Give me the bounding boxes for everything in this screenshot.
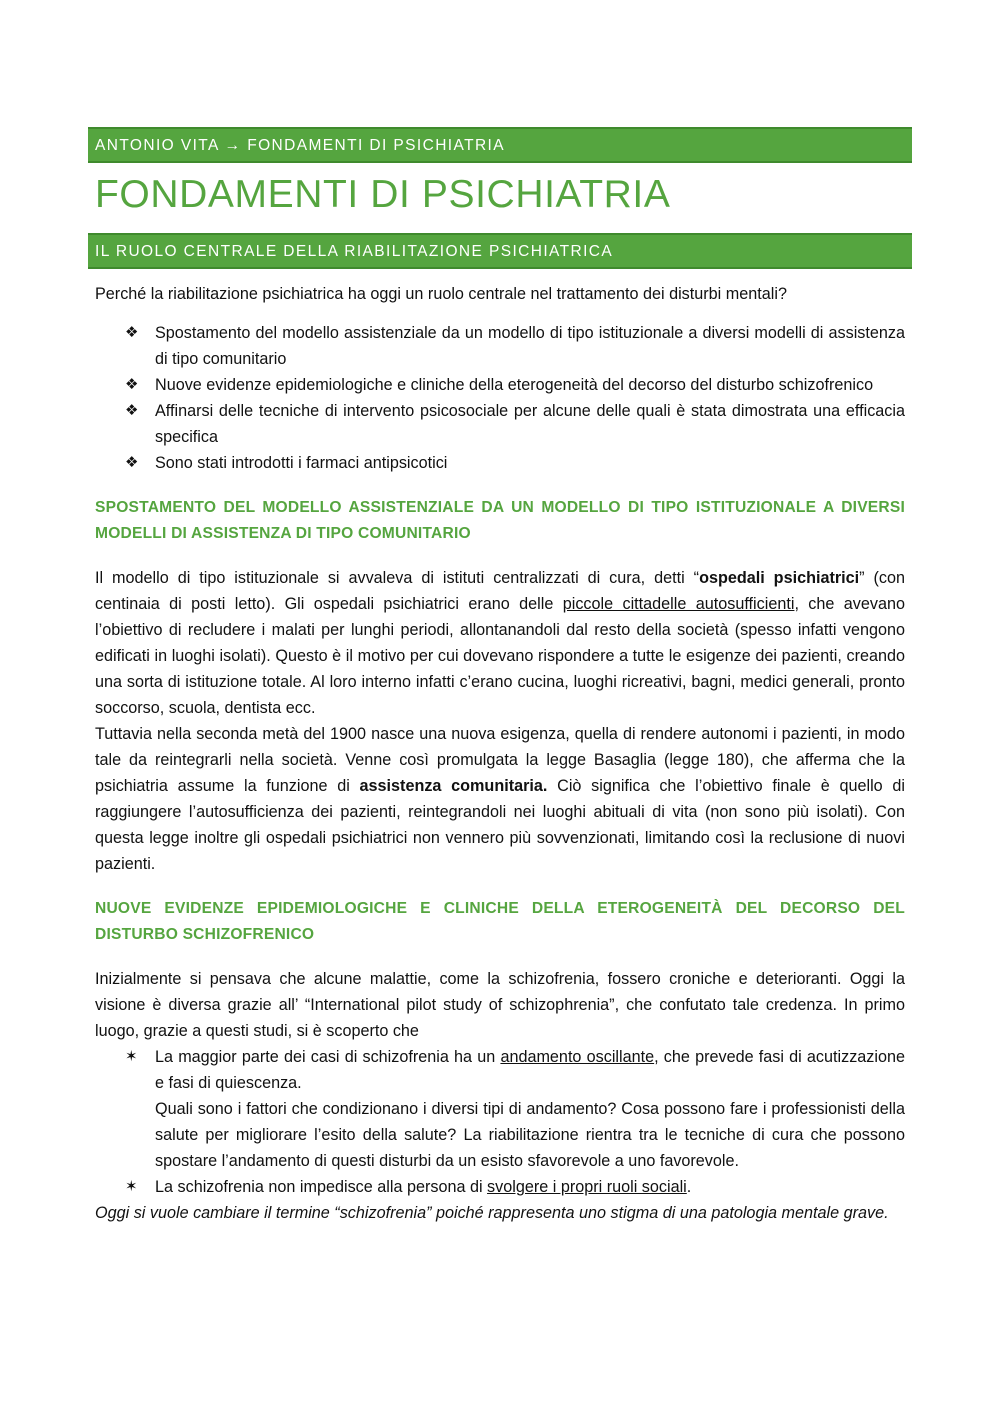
breadcrumb-author: ANTONIO VITA: [95, 137, 219, 154]
diamond-bullet-icon: ❖: [125, 324, 139, 341]
star-bullet-icon: ✶: [125, 1178, 138, 1195]
diamond-bullet-icon: ❖: [125, 376, 139, 393]
paragraph: Il modello di tipo istituzionale si avvaleva di istituti centralizzati di cura, detti “ospedali psichiatrici” (con centinaia di posti letto). Gli ospedali psichiatrici erano delle piccole cittadelle autosufficienti, che avevano l’obiettivo di recludere i malati per lunghi periodi, allontanandoli dal resto della società (spesso infatti vengono edificati in luoghi isolati). Questo è il motivo per cui dovevano rispondere a tutte le esigenze dei pazienti, creando una sorta di istituzione totale. Al loro interno infatti c’erano cucina, luoghi ricreativi, bagni, medici generali, pronto soccorso, scuola, dentista ecc.: [95, 569, 910, 717]
list-item: ✶ La maggior parte dei casi di schizofrenia ha un andamento oscillante, che prevede fasi di acutizzazione e fasi di quiescenza.: [155, 1044, 905, 1096]
closing-note: Oggi si vuole cambiare il termine “schizofrenia” poiché rappresenta uno stigma di una patologia mentale grave.: [95, 1204, 889, 1222]
diamond-bullet-icon: ❖: [125, 402, 139, 419]
subsection-heading: NUOVE EVIDENZE EPIDEMIOLOGICHE E CLINICHE DELLA ETEROGENEITÀ DEL DECORSO DEL DISTURBO SCHIZOFRENICO: [95, 900, 905, 943]
breadcrumb-course: FONDAMENTI DI PSICHIATRIA: [247, 137, 505, 154]
paragraph: Inizialmente si pensava che alcune malattie, come la schizofrenia, fossero croniche e deterioranti. Oggi la visione è diversa grazie all’ “International pilot study of schizophrenia”, che confutato tale credenza. In primo luogo, grazie a questi studi, si è scoperto che: [95, 970, 905, 1040]
star-bullet-icon: ✶: [125, 1048, 138, 1065]
paragraph: Tuttavia nella seconda metà del 1900 nasce una nuova esigenza, quella di rendere autonomi i pazienti, in modo tale da reintegrarli nella società. Venne così promulgata la legge Basaglia (legge 180), che afferma che la psichiatria assume la funzione di assistenza comunitaria. Ciò significa che l’obiettivo finale è quello di raggiungere l’autosufficienza dei pazienti, reintegrandoli nei luoghi abituali di vita (non sono più isolati). Con questa legge inoltre gli ospedali psichiatrici non vennero più sovvenzionati, limitando così la reclusione di nuovi pazienti.: [95, 725, 910, 873]
section-heading-bar: IL RUOLO CENTRALE DELLA RIABILITAZIONE PSICHIATRICA: [88, 233, 912, 269]
list-item: ✶ La schizofrenia non impedisce alla persona di svolgere i propri ruoli sociali.: [155, 1174, 905, 1200]
arrow-right-icon: →: [224, 137, 242, 154]
intro-question: Perché la riabilitazione psichiatrica ha oggi un ruolo centrale nel trattamento dei disturbi mentali?: [95, 285, 787, 303]
list-item: ❖ Nuove evidenze epidemiologiche e cliniche della eterogeneità del decorso del disturbo schizofrenico: [155, 372, 905, 398]
page-content: [95, 127, 910, 1226]
list-item-continuation: Quali sono i fattori che condizionano i diversi tipi di andamento? Cosa possono fare i professionisti della salute per migliorare l’esito della salute? La riabilitazione rientra tra le tecniche di cura che possono spostare l’andamento di questi disturbi da un esisto sfavorevole a uno favorevole.: [155, 1100, 905, 1170]
list-item: ❖ Affinarsi delle tecniche di intervento psicosociale per alcune delle quali è stata dimostrata una efficacia specifica: [155, 398, 905, 450]
reasons-list: [95, 320, 905, 476]
list-item: ❖ Spostamento del modello assistenziale da un modello di tipo istituzionale a diversi modelli di assistenza di tipo comunitario: [155, 320, 905, 372]
diamond-bullet-icon: ❖: [125, 454, 139, 471]
findings-list: [95, 1044, 910, 1200]
list-item: ❖ Sono stati introdotti i farmaci antipsicotici: [155, 450, 905, 476]
page-title: FONDAMENTI DI PSICHIATRIA: [95, 173, 671, 216]
breadcrumb-bar: [88, 127, 912, 163]
subsection-heading: SPOSTAMENTO DEL MODELLO ASSISTENZIALE DA UN MODELLO DI TIPO ISTITUZIONALE A DIVERSI MODELLI DI ASSISTENZA DI TIPO COMUNITARIO: [95, 499, 905, 542]
